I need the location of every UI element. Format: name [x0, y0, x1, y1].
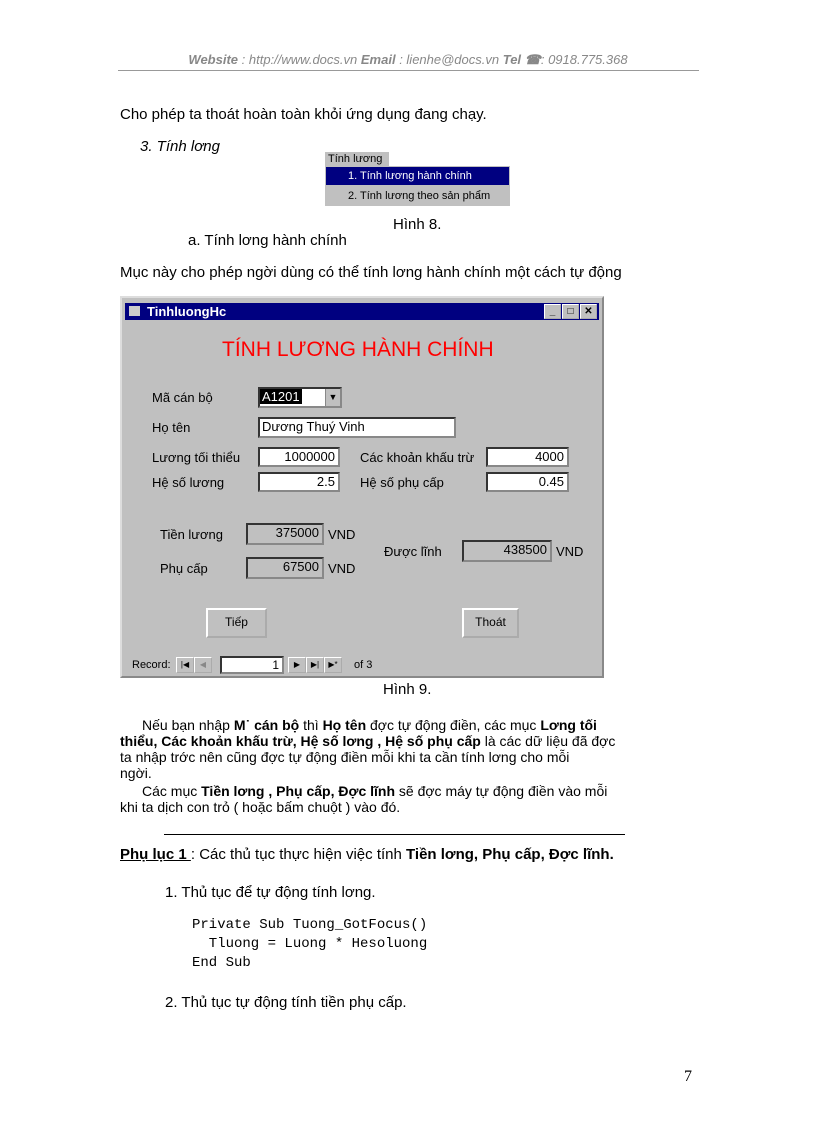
- text-segment: là các dữ liệu đã đợc: [480, 733, 616, 749]
- section-divider: [164, 834, 625, 835]
- text-segment: Họ tên: [322, 717, 367, 733]
- duoc-linh-currency: VND: [556, 544, 584, 559]
- tel-number: : 0918.775.368: [540, 52, 628, 67]
- menu-item-hanh-chinh[interactable]: 1. Tính lương hành chính: [325, 166, 510, 186]
- figure-9-caption: Hình 9.: [383, 681, 432, 698]
- page-header: [0, 52, 816, 68]
- he-so-luong-label: Hệ số lương: [152, 475, 225, 490]
- email-address[interactable]: : lienhe@docs.vn: [399, 52, 500, 67]
- subsection-heading: a. Tính lơng hành chính: [188, 232, 347, 249]
- next-record-icon[interactable]: ▶: [288, 657, 306, 673]
- text-segment: thì: [299, 717, 323, 733]
- email-label: Email: [360, 52, 396, 67]
- he-so-luong-input[interactable]: 2.5: [258, 472, 340, 492]
- form-window: [120, 296, 604, 678]
- code-line-3: End Sub: [192, 955, 251, 971]
- text-segment: Nếu bạn nhập: [142, 717, 234, 733]
- text-segment: : Các thủ tục thực hiện việc tính: [190, 846, 407, 863]
- appendix-heading: [120, 846, 614, 863]
- ma-can-bo-label: Mã cán bộ: [152, 390, 213, 405]
- text-segment: đợc tự động điền, các mục: [366, 717, 541, 733]
- step-1: 1. Thủ tục để tự động tính lơng.: [165, 884, 376, 901]
- text-segment: Lơng tối: [540, 717, 597, 733]
- form-icon: [129, 306, 140, 316]
- duoc-linh-output[interactable]: 438500: [462, 540, 552, 562]
- code-line-1: Private Sub Tuong_GotFocus(): [192, 917, 428, 933]
- menu-screenshot: [325, 152, 510, 206]
- ma-can-bo-combo[interactable]: [258, 387, 342, 408]
- paragraph-1: [120, 717, 696, 781]
- minimize-icon[interactable]: _: [544, 304, 561, 319]
- first-record-icon[interactable]: |◀: [176, 657, 194, 673]
- text-segment: thiểu, Các khoản khấu trừ, Hệ số lơng , Hệ số phụ cấp: [120, 733, 481, 749]
- text-segment: sẽ đợc máy tự động điền vào mỗi: [395, 783, 608, 799]
- maximize-icon[interactable]: □: [562, 304, 579, 319]
- luong-toi-thieu-input[interactable]: 1000000: [258, 447, 340, 467]
- window-title: TinhluongHc: [147, 304, 227, 319]
- header-divider: [118, 70, 699, 71]
- tien-luong-currency: VND: [328, 527, 356, 542]
- form-heading: TÍNH LƯƠNG HÀNH CHÍNH: [222, 338, 494, 361]
- record-label: Record:: [132, 659, 171, 671]
- page-number: 7: [684, 1068, 692, 1085]
- close-icon[interactable]: ✕: [580, 304, 597, 319]
- he-so-phu-cap-input[interactable]: 0.45: [486, 472, 569, 492]
- he-so-phu-cap-label: Hệ số phụ cấp: [360, 475, 444, 490]
- phu-cap-currency: VND: [328, 561, 356, 576]
- new-record-icon[interactable]: ▶*: [324, 657, 342, 673]
- menu-title[interactable]: Tính lương: [325, 152, 389, 166]
- khau-tru-input[interactable]: 4000: [486, 447, 569, 467]
- last-record-icon[interactable]: ▶|: [306, 657, 324, 673]
- text-segment: ta nhập trớc nên cũng đợc tự động điền mỗi khi ta cần tính lơng cho mỗi: [120, 749, 570, 765]
- exit-button[interactable]: Thoát: [462, 608, 519, 638]
- text-segment: M˙ cán bộ: [233, 717, 300, 733]
- ho-ten-input[interactable]: Dương Thuý Vinh: [258, 417, 456, 438]
- website-url[interactable]: : http://www.docs.vn: [241, 52, 358, 67]
- tien-luong-output[interactable]: 375000: [246, 523, 324, 545]
- description-text: Mục này cho phép ngời dùng có thể tính lơng hành chính một cách tự động: [120, 264, 622, 281]
- tien-luong-label: Tiền lương: [160, 527, 223, 542]
- ma-can-bo-value: A1201: [262, 389, 300, 404]
- next-button[interactable]: Tiếp: [206, 608, 267, 638]
- record-number-input[interactable]: 1: [220, 656, 284, 674]
- chevron-down-icon[interactable]: ▼: [325, 389, 340, 406]
- phu-cap-label: Phụ cấp: [160, 561, 208, 576]
- step-2: 2. Thủ tục tự động tính tiền phụ cấp.: [165, 994, 407, 1011]
- figure-8-caption: Hình 8.: [393, 216, 442, 233]
- website-label: Website: [188, 52, 239, 67]
- text-segment: ngời.: [120, 765, 152, 781]
- text-segment: Tiền lơng , Phụ cấp, Đợc lĩnh: [201, 783, 396, 799]
- previous-record-icon[interactable]: ◀: [194, 657, 212, 673]
- menu-item-san-pham[interactable]: 2. Tính lương theo sản phẩm: [325, 186, 510, 206]
- phu-cap-output[interactable]: 67500: [246, 557, 324, 579]
- title-bar: [125, 303, 599, 320]
- duoc-linh-label: Được lĩnh: [384, 544, 442, 559]
- khau-tru-label: Các khoản khấu trừ: [360, 450, 475, 465]
- record-count: of 3: [354, 659, 373, 671]
- text-segment: Tiền lơng, Phụ cấp, Đợc lĩnh.: [406, 846, 614, 863]
- paragraph-2: [120, 783, 696, 815]
- text-segment: Phụ lục 1: [120, 846, 191, 863]
- ho-ten-label: Họ tên: [152, 420, 191, 435]
- section-heading: 3. Tính lơng: [140, 138, 220, 155]
- text-segment: Các mục: [142, 783, 202, 799]
- code-line-2: Tluong = Luong * Hesoluong: [192, 936, 428, 952]
- intro-text: Cho phép ta thoát hoàn toàn khỏi ứng dụng đang chạy.: [120, 106, 487, 123]
- text-segment: khi ta dịch con trỏ ( hoặc bấm chuột ) vào đó.: [120, 799, 401, 815]
- luong-toi-thieu-label: Lương tối thiểu: [152, 450, 241, 465]
- tel-label: Tel ☎: [502, 52, 541, 67]
